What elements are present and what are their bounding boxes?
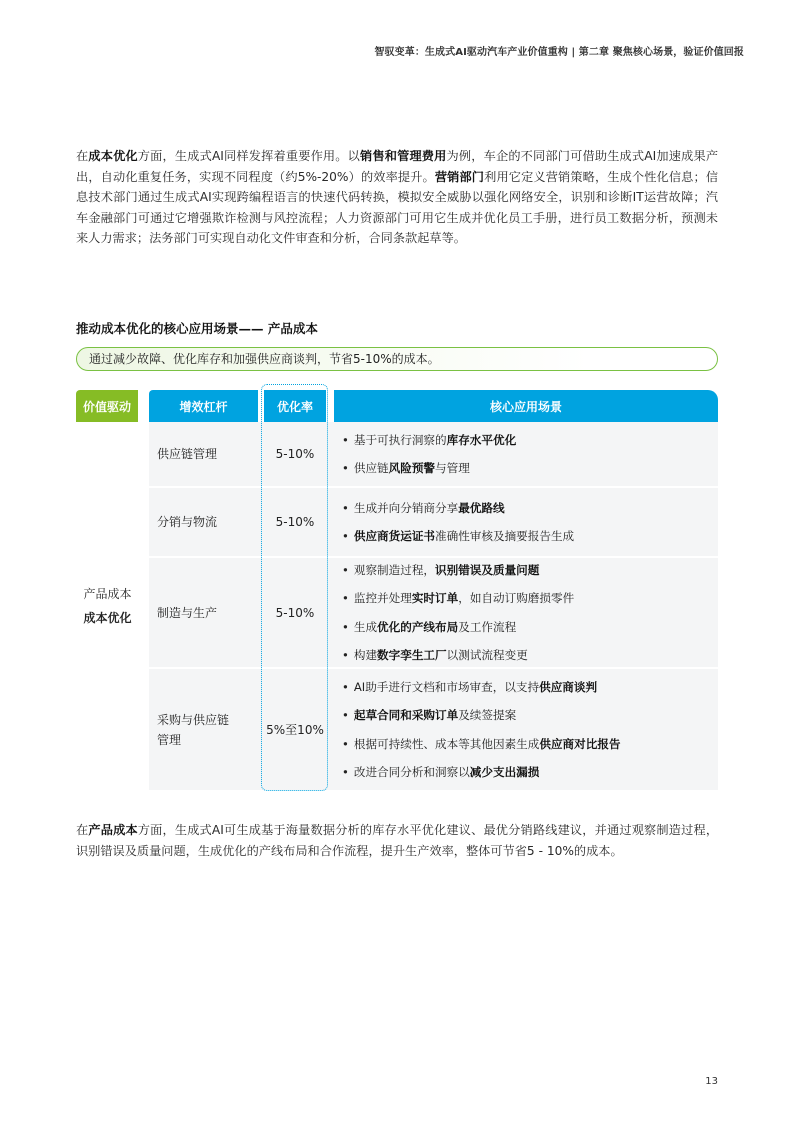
scenario-item: • 根据可持续性、成本等其他因素生成供应商对比报告 [342,730,621,759]
driver-line-1: 产品成本 [83,586,132,601]
outro-paragraph [76,820,718,861]
driver-line-2: 成本优化 [83,610,132,625]
intro-text: 方面，生成式AI同样发挥着重要作用。以 [137,149,361,163]
scenario-item: • 起草合同和采购订单及续签提案 [342,701,621,730]
intro-text: 利用它定义营销策略，生成个性化信息；信息技术部门通过生成式AI实现跨编程语言的快速代码转换，模拟安全威胁以强化网络安全，识别和诊断IT运营故障；汽车金融部门可通过它增强欺诈检测与风控流程；人力资源部门可用它生成并优化员工手册，进行员工数据分析，预测未来人力需求；法务部门可实现自动化文件审查和分析，合同条款起草等。 [76,169,719,246]
scenario-item: • 观察制造过程，识别错误及质量问题 [342,556,574,585]
scenario-item: • 生成优化的产线布局及工作流程 [342,613,574,642]
scenario-item: • 监控并处理实时订单，如自动订购磨损零件 [342,584,574,613]
scenario-item: • 供应链风险预警与管理 [342,454,516,483]
scenario-list [342,669,621,790]
lever-line-2: 管理 [157,732,182,747]
lever-cell [157,669,262,790]
section-title: 推动成本优化的核心应用场景—— 产品成本 [76,321,318,336]
intro-bold: 营销部门 [434,169,485,184]
lever-cell: 分销与物流 [157,515,218,529]
page-header: 智驭变革：生成式AI驱动汽车产业价值重构 | 第二章 聚焦核心场景，验证价值回报 [374,47,744,58]
scenario-item: • 供应商货运证书准确性审核及摘要报告生成 [342,522,574,551]
scenario-list [342,558,574,667]
scenario-item: • 生成并向分销商分享最优路线 [342,494,574,523]
header-value-driver: 价值驱动 [76,390,138,422]
page-number: 13 [705,1076,718,1087]
header-core-scenarios: 核心应用场景 [334,390,718,422]
scenario-item: • AI助手进行文档和市场审查，以支持供应商谈判 [342,673,621,702]
table-row [149,669,718,790]
header-optimization-rate: 优化率 [264,390,326,422]
scenario-item: • 基于可执行洞察的库存水平优化 [342,426,516,455]
lever-cell: 供应链管理 [157,447,218,461]
rate-cell: 5%至10% [266,723,324,737]
table-row [149,558,718,667]
summary-callout: 通过减少故障、优化库存和加强供应商谈判，节省5-10%的成本。 [76,347,718,371]
outro-text: 在 [76,823,89,837]
lever-line-1: 采购与供应链 [157,712,230,727]
scenario-item: • 改进合同分析和洞察以减少支出漏损 [342,758,621,787]
scenario-list [342,422,516,486]
scenario-item: • 构建数字孪生工厂以测试流程变更 [342,641,574,670]
rate-cell: 5-10% [275,447,315,461]
intro-text: 为例，车企的不同部门可借助生成式AI加速成果产出，自动化重复任务，实现不同程度（约5%-20%）的效率提升。 [76,149,719,184]
value-driver-cell [76,422,139,790]
intro-paragraph [76,146,718,249]
intro-bold: 成本优化 [88,149,138,163]
rate-cell: 5-10% [275,515,315,529]
outro-text: 方面，生成式AI可生成基于海量数据分析的库存水平优化建议、最优分销路线建议，并通过观察制造过程，识别错误及质量问题，生成优化的产线布局和合作流程，提升生产效率，整体可节省5 - 10%的成本。 [76,823,719,858]
lever-cell: 制造与生产 [157,605,218,620]
rate-cell: 5-10% [275,605,315,620]
table-row [149,422,718,486]
header-efficiency-lever: 增效杠杆 [149,390,258,422]
scenario-list [342,488,574,556]
table-row [149,488,718,556]
outro-bold: 产品成本 [88,823,138,837]
intro-bold: 销售和管理费用 [360,149,447,163]
intro-text: 在 [76,149,89,163]
